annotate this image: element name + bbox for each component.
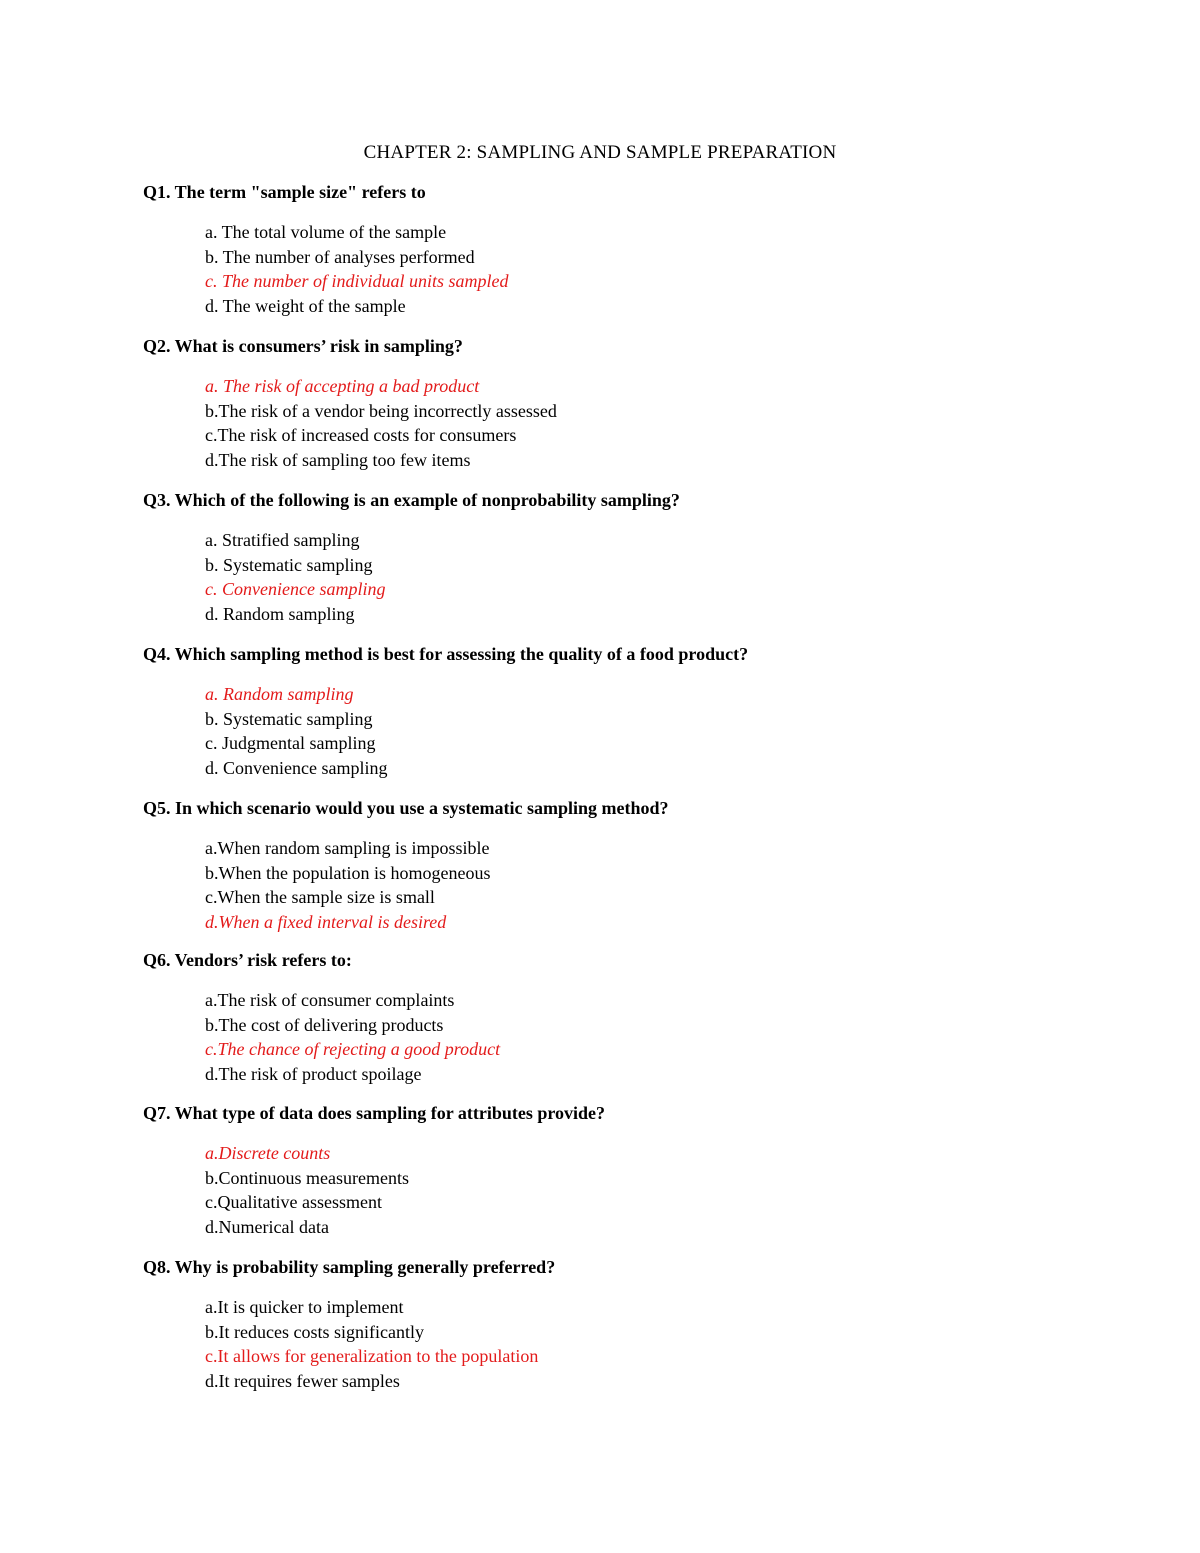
question-block-7 <box>143 1101 1143 1239</box>
option-d: d. The weight of the sample <box>205 295 406 316</box>
option-a-correct-answer: a. Random sampling <box>205 684 354 704</box>
option-b: b.The risk of a vendor being incorrectly assessed <box>205 400 557 421</box>
option-d: d. Random sampling <box>205 603 355 624</box>
option-b: b.Continuous measurements <box>205 1167 409 1188</box>
option-d: d. Convenience sampling <box>205 757 388 778</box>
option-a: a. The total volume of the sample <box>205 222 447 242</box>
option-list <box>205 374 1143 472</box>
question-block-5 <box>143 796 1143 934</box>
question-block-4 <box>143 642 1143 780</box>
option-a-correct-answer: a.Discrete counts <box>205 1143 331 1163</box>
question-block-3 <box>143 488 1143 626</box>
option-d: d.It requires fewer samples <box>205 1370 400 1391</box>
option-c-correct-answer: c. Convenience sampling <box>205 579 386 599</box>
question-text: Q7. What type of data does sampling for attributes provide? <box>143 1103 606 1123</box>
option-c: c.The risk of increased costs for consumers <box>205 425 517 445</box>
option-b: b. Systematic sampling <box>205 708 373 729</box>
question-text: Q2. What is consumers’ risk in sampling? <box>143 336 463 356</box>
question-block-6 <box>143 948 1143 1086</box>
option-d: d.The risk of product spoilage <box>205 1063 422 1084</box>
option-c-correct-answer: c.The chance of rejecting a good product <box>205 1039 501 1059</box>
option-list <box>205 836 1143 934</box>
option-b: b. The number of analyses performed <box>205 246 475 267</box>
question-text: Q1. The term "sample size" refers to <box>143 182 426 202</box>
option-list <box>205 1141 1143 1239</box>
option-list <box>205 220 1143 318</box>
option-c-correct-answer: c. The number of individual units sampled <box>205 271 509 291</box>
option-b: b.The cost of delivering products <box>205 1014 444 1035</box>
option-d: d.Numerical data <box>205 1216 329 1237</box>
option-a: a.It is quicker to implement <box>205 1297 404 1317</box>
option-c: c.Qualitative assessment <box>205 1192 382 1212</box>
question-text: Q6. Vendors’ risk refers to: <box>143 950 352 970</box>
question-block-1 <box>143 180 1143 318</box>
option-a-correct-answer: a. The risk of accepting a bad product <box>205 376 480 396</box>
option-c: c. Judgmental sampling <box>205 733 376 753</box>
question-text: Q8. Why is probability sampling generally preferred? <box>143 1257 556 1277</box>
option-list <box>205 1295 1143 1393</box>
question-block-8 <box>143 1255 1143 1393</box>
question-text: Q4. Which sampling method is best for assessing the quality of a food product? <box>143 644 749 664</box>
question-text: Q5. In which scenario would you use a systematic sampling method? <box>143 798 669 818</box>
option-a: a.When random sampling is impossible <box>205 838 490 858</box>
option-list <box>205 988 1143 1086</box>
option-c: c.When the sample size is small <box>205 887 435 907</box>
option-d: d.The risk of sampling too few items <box>205 449 471 470</box>
option-a: a.The risk of consumer complaints <box>205 990 455 1010</box>
question-block-2 <box>143 334 1143 472</box>
chapter-title: CHAPTER 2: SAMPLING AND SAMPLE PREPARATION <box>363 142 837 163</box>
option-a: a. Stratified sampling <box>205 530 360 550</box>
option-b: b.It reduces costs significantly <box>205 1321 424 1342</box>
option-list <box>205 528 1143 626</box>
question-text: Q3. Which of the following is an example of nonprobability sampling? <box>143 490 680 510</box>
option-b: b. Systematic sampling <box>205 554 373 575</box>
option-b: b.When the population is homogeneous <box>205 862 491 883</box>
option-list <box>205 682 1143 780</box>
option-c-correct-answer: c.It allows for generalization to the population <box>205 1346 539 1366</box>
option-d-correct-answer: d.When a fixed interval is desired <box>205 911 447 932</box>
